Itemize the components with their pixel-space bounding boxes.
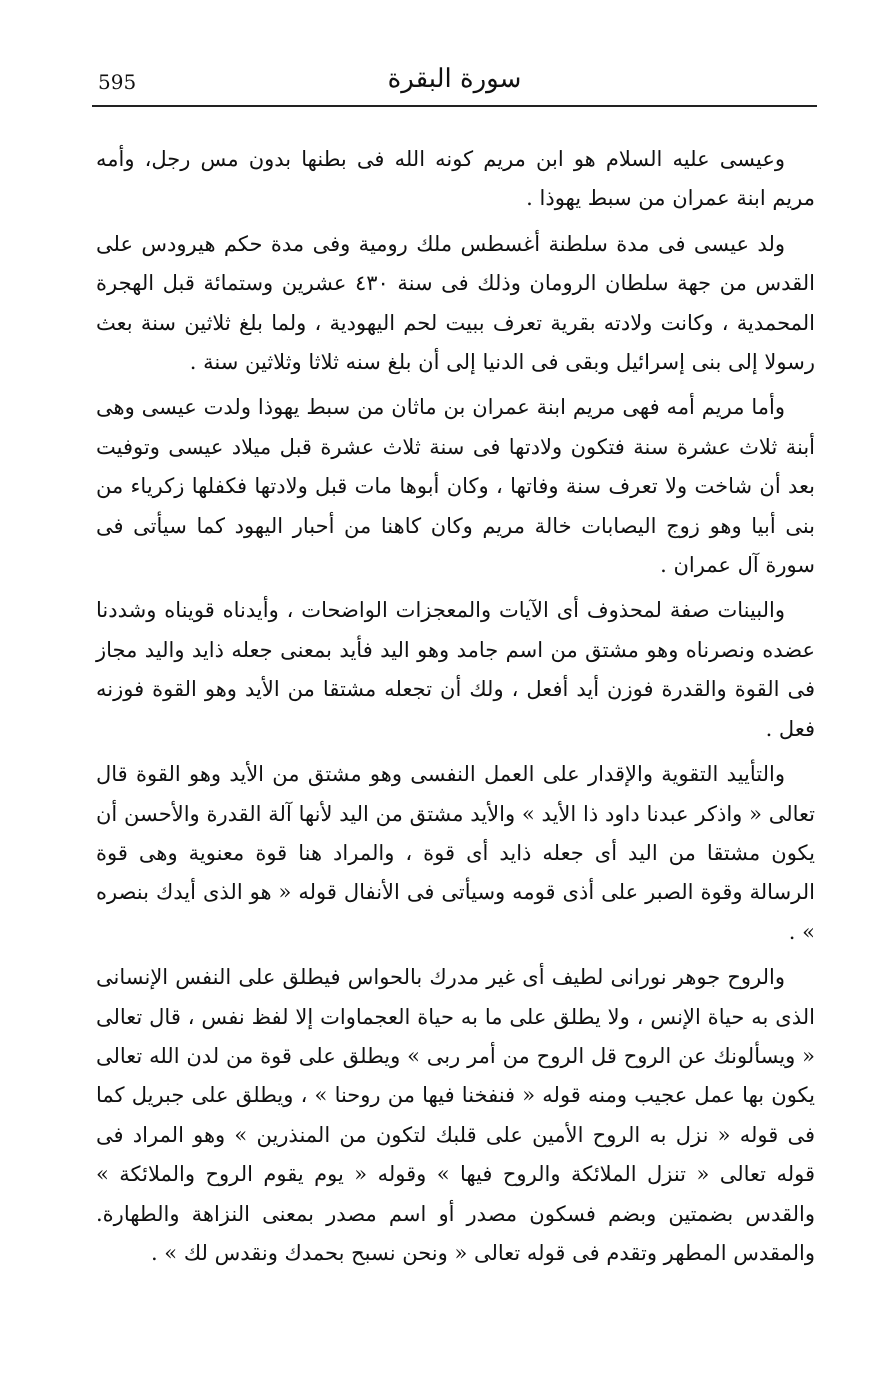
paragraph-ruh: والروح جوهر نورانى لطيف أى غير مدرك بالحواس فيطلق على النفس الإنسانى الذى به حياة الإنس ، ولا يطلق على ما به حياة العجماوات إلا لفظ نفس ، قال تعالى « ويسألونك عن الروح قل الروح من أمر ربى » ويطلق على قوة من لدن الله تعالى يكون بها عمل عجيب ومنه قوله « فنفخنا فيها من روحنا » ، ويطلق على جبريل كما فى قوله « نزل به الروح الأمين على قلبك لتكون من المنذرين » وهو المراد فى قوله تعالى « تنزل الملائكة والروح فيها » وقوله « يوم يقوم الروح والملائكة » والقدس بضمتين وبضم فسكون مصدر أو اسم مصدر بمعنى النزاهة والطهارة. والمقدس المطهر وتقدم فى قوله تعالى « ونحن نسبح بحمدك ونقدس لك » .: [96, 965, 815, 1265]
paragraph-bayyinat: والبينات صفة لمحذوف أى الآيات والمعجزات الواضحات ، وأيدناه قويناه وشددنا عضده ونصرناه وهو مشتق من اسم جامد وهو اليد فأيد بمعنى جعله ذايد واليد مجاز فى القوة والقدرة فوزن أيد أفعل ، ولك أن تجعله مشتقا من الأيد وهو القوة فوزنه فعل .: [96, 598, 815, 741]
page-header: [92, 58, 817, 104]
page-number: 595: [98, 70, 137, 94]
header-rule: [92, 105, 817, 107]
paragraph-isa-birth: ولد عيسى فى مدة سلطنة أغسطس ملك رومية وفى مدة حكم هيرودس على القدس من جهة سلطان الرومان وذلك فى سنة ٤٣٠ عشرين وستمائة قبل الهجرة المحمدية ، وكانت ولادته بقرية تعرف ببيت لحم اليهودية ، ولما بلغ ثلاثين سنة بعث رسولا إلى بنى إسرائيل وبقى فى الدنيا إلى أن بلغ سنه ثلاثا وثلاثين سنة .: [96, 231, 815, 375]
paragraph-maryam: وأما مريم أمه فهى مريم ابنة عمران بن ماثان من سبط يهوذا ولدت عيسى وهى أبنة ثلاث عشرة سنة فتكون ولادتها فى سنة ثلاث عشرة قبل ميلاد عيسى وتوفيت بعد أن شاخت ولا تعرف سنة وفاتها ، وكان أبوها مات قبل ولادتها فكفلها زكرياء من بنى أبيا وهو زوج اليصابات خالة مريم وكان كاهنا من أحبار اليهود كما سيأتى فى سورة آل عمران .: [96, 395, 815, 578]
paragraph-taeed: والتأييد التقوية والإقدار على العمل النفسى وهو مشتق من الأيد وهو القوة قال تعالى « واذكر عبدنا داود ذا الأيد » والأيد مشتق من اليد لأنها آلة القدرة والأحسن أن يكون مشتقا من اليد أى جعله ذايد أى قوة ، والمراد هنا قوة معنوية وهى قوة الرسالة وقوة الصبر على أذى قومه وسيأتى فى الأنفال قوله « هو الذى أيدك بنصره » .: [96, 762, 815, 944]
surah-title: سورة البقرة: [387, 64, 522, 94]
paragraph-isa-lineage: وعيسى عليه السلام هو ابن مريم كونه الله فى بطنها بدون مس رجل، وأمه مريم ابنة عمران من سبط يهوذا .: [96, 147, 815, 211]
body-text: [96, 140, 815, 1279]
